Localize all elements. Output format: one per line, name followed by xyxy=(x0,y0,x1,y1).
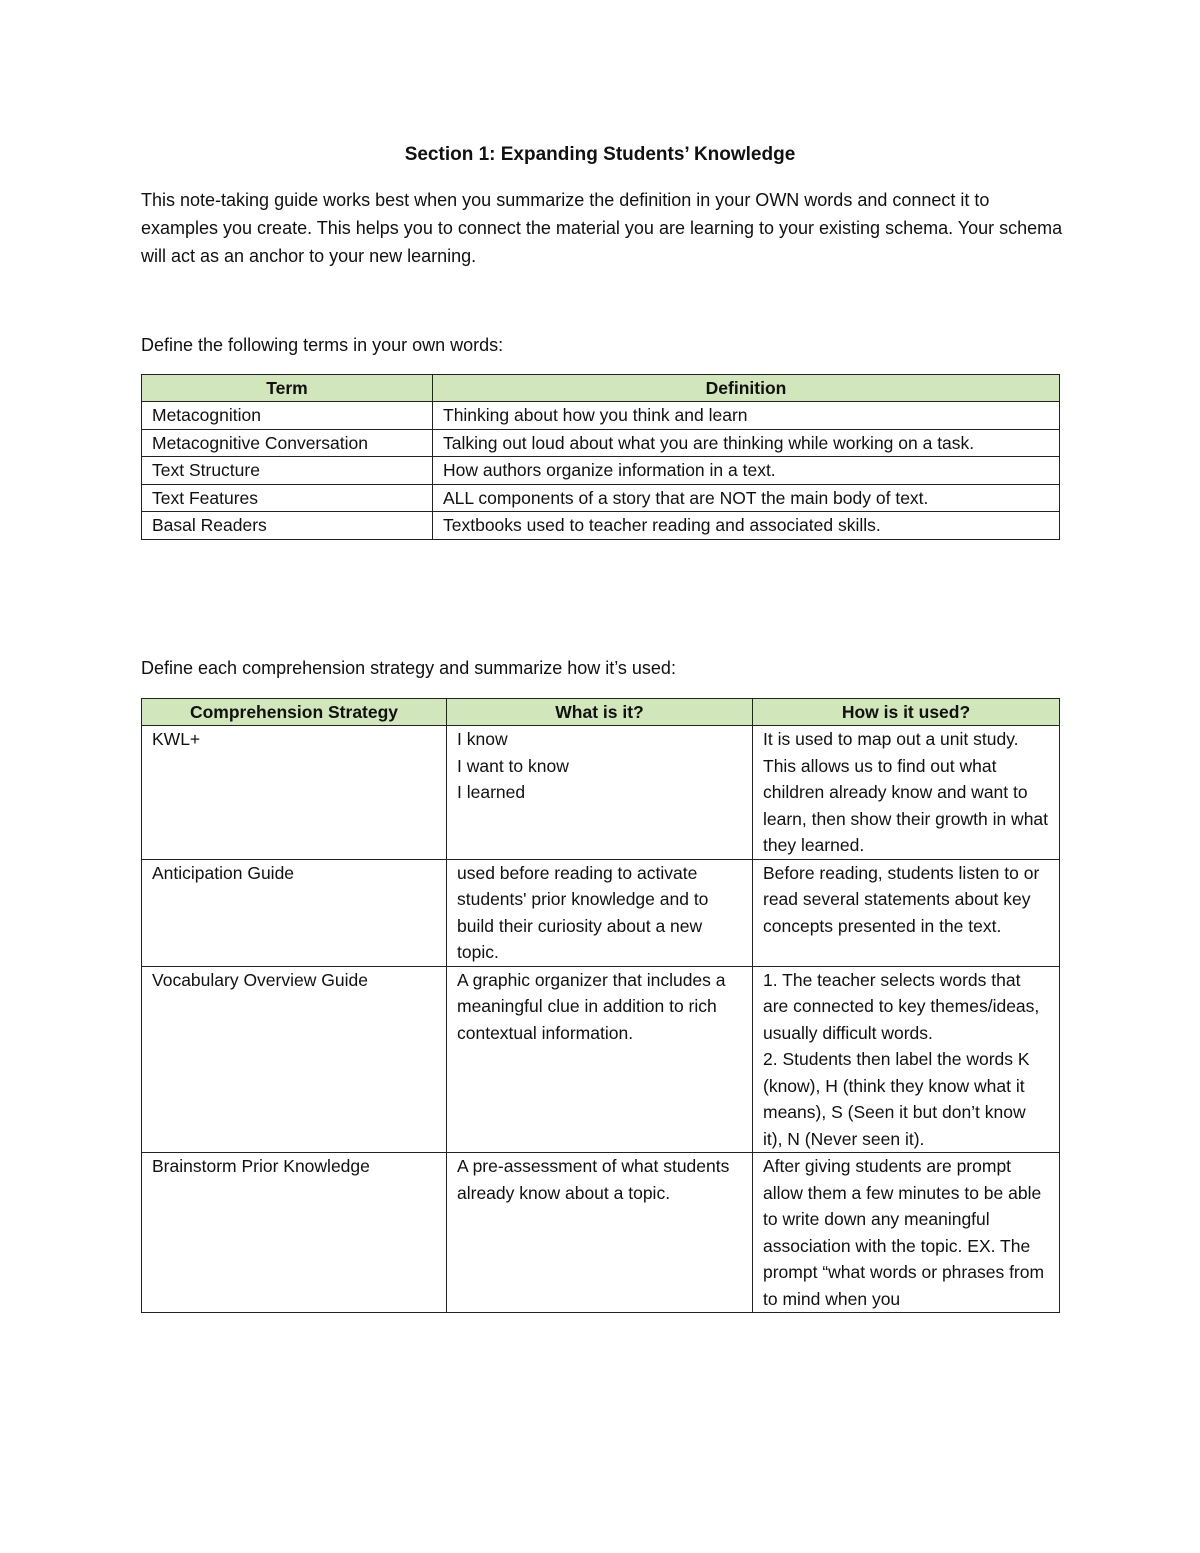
intro-paragraph: This note-taking guide works best when you summarize the definition in your OWN words and connect it to examples you create. This helps you to connect the material you are learning to your existing schema. Your schema will act as an anchor to your new learning. xyxy=(141,190,1063,266)
definition-cell: ALL components of a story that are NOT the main body of text. xyxy=(433,484,1060,512)
strategies-prompt: Define each comprehension strategy and summarize how it’s used: xyxy=(141,658,676,678)
how-cell xyxy=(753,859,1060,966)
definition-header: Definition xyxy=(433,375,1060,402)
term-cell: Text Features xyxy=(142,484,433,512)
how-header: How is it used? xyxy=(753,699,1060,726)
strategies-header-row xyxy=(142,699,1060,726)
how-cell xyxy=(753,726,1060,860)
term-cell: Basal Readers xyxy=(142,512,433,540)
table-row xyxy=(142,859,1060,966)
terms-header-row xyxy=(142,375,1060,402)
table-row xyxy=(142,429,1060,457)
how-line: 1. The teacher selects words that are connected to key themes/ideas, usually difficult words. xyxy=(763,969,1040,1043)
how-cell xyxy=(753,966,1060,1153)
what-cell xyxy=(447,726,753,860)
section-title: Section 1: Expanding Students’ Knowledge xyxy=(404,144,796,165)
definition-cell: Thinking about how you think and learn xyxy=(433,402,1060,430)
table-row xyxy=(142,726,1060,860)
how-line: It is used to map out a unit study. This allows us to find out what children already know and want to learn, then show their growth in what they learned. xyxy=(763,729,1049,855)
definition-cell: How authors organize information in a text. xyxy=(433,457,1060,485)
table-row xyxy=(142,966,1060,1153)
table-row xyxy=(142,457,1060,485)
how-line: After giving students are prompt allow them a few minutes to be able to write down any meaningful association with the topic. EX. The prompt “what words or phrases from to mind when you xyxy=(763,1156,1045,1309)
what-cell xyxy=(447,966,753,1153)
term-cell: Metacognition xyxy=(142,402,433,430)
how-line: Before reading, students listen to or read several statements about key concepts presented in the text. xyxy=(763,862,1040,936)
table-row xyxy=(142,512,1060,540)
strategy-cell: Anticipation Guide xyxy=(142,859,447,966)
term-cell: Text Structure xyxy=(142,457,433,485)
strategy-cell: KWL+ xyxy=(142,726,447,860)
strategies-table xyxy=(141,698,1060,1313)
terms-prompt: Define the following terms in your own words: xyxy=(141,335,504,355)
table-row xyxy=(142,484,1060,512)
strategy-cell: Vocabulary Overview Guide xyxy=(142,966,447,1153)
definition-cell: Talking out loud about what you are thinking while working on a task. xyxy=(433,429,1060,457)
term-cell: Metacognitive Conversation xyxy=(142,429,433,457)
what-line: I know xyxy=(457,729,508,749)
what-line: A pre-assessment of what students already know about a topic. xyxy=(457,1156,730,1203)
definition-cell: Textbooks used to teacher reading and associated skills. xyxy=(433,512,1060,540)
term-header: Term xyxy=(142,375,433,402)
what-line: I want to know xyxy=(457,755,569,776)
terms-table xyxy=(141,374,1060,540)
table-row xyxy=(142,402,1060,430)
what-line: A graphic organizer that includes a meaningful clue in addition to rich contextual information. xyxy=(457,969,726,1043)
strategy-cell: Brainstorm Prior Knowledge xyxy=(142,1153,447,1313)
how-cell xyxy=(753,1153,1060,1313)
table-row xyxy=(142,1153,1060,1313)
what-line: used before reading to activate students' prior knowledge and to build their curiosity about a new topic. xyxy=(457,862,709,962)
how-line: 2. Students then label the words K (know), H (think they know what it means), S (Seen it but don’t know it), N (Never seen it). xyxy=(763,1049,1030,1149)
strategy-header: Comprehension Strategy xyxy=(142,699,447,726)
what-line: I learned xyxy=(457,782,526,802)
what-header: What is it? xyxy=(447,699,753,726)
what-cell xyxy=(447,859,753,966)
what-cell xyxy=(447,1153,753,1313)
